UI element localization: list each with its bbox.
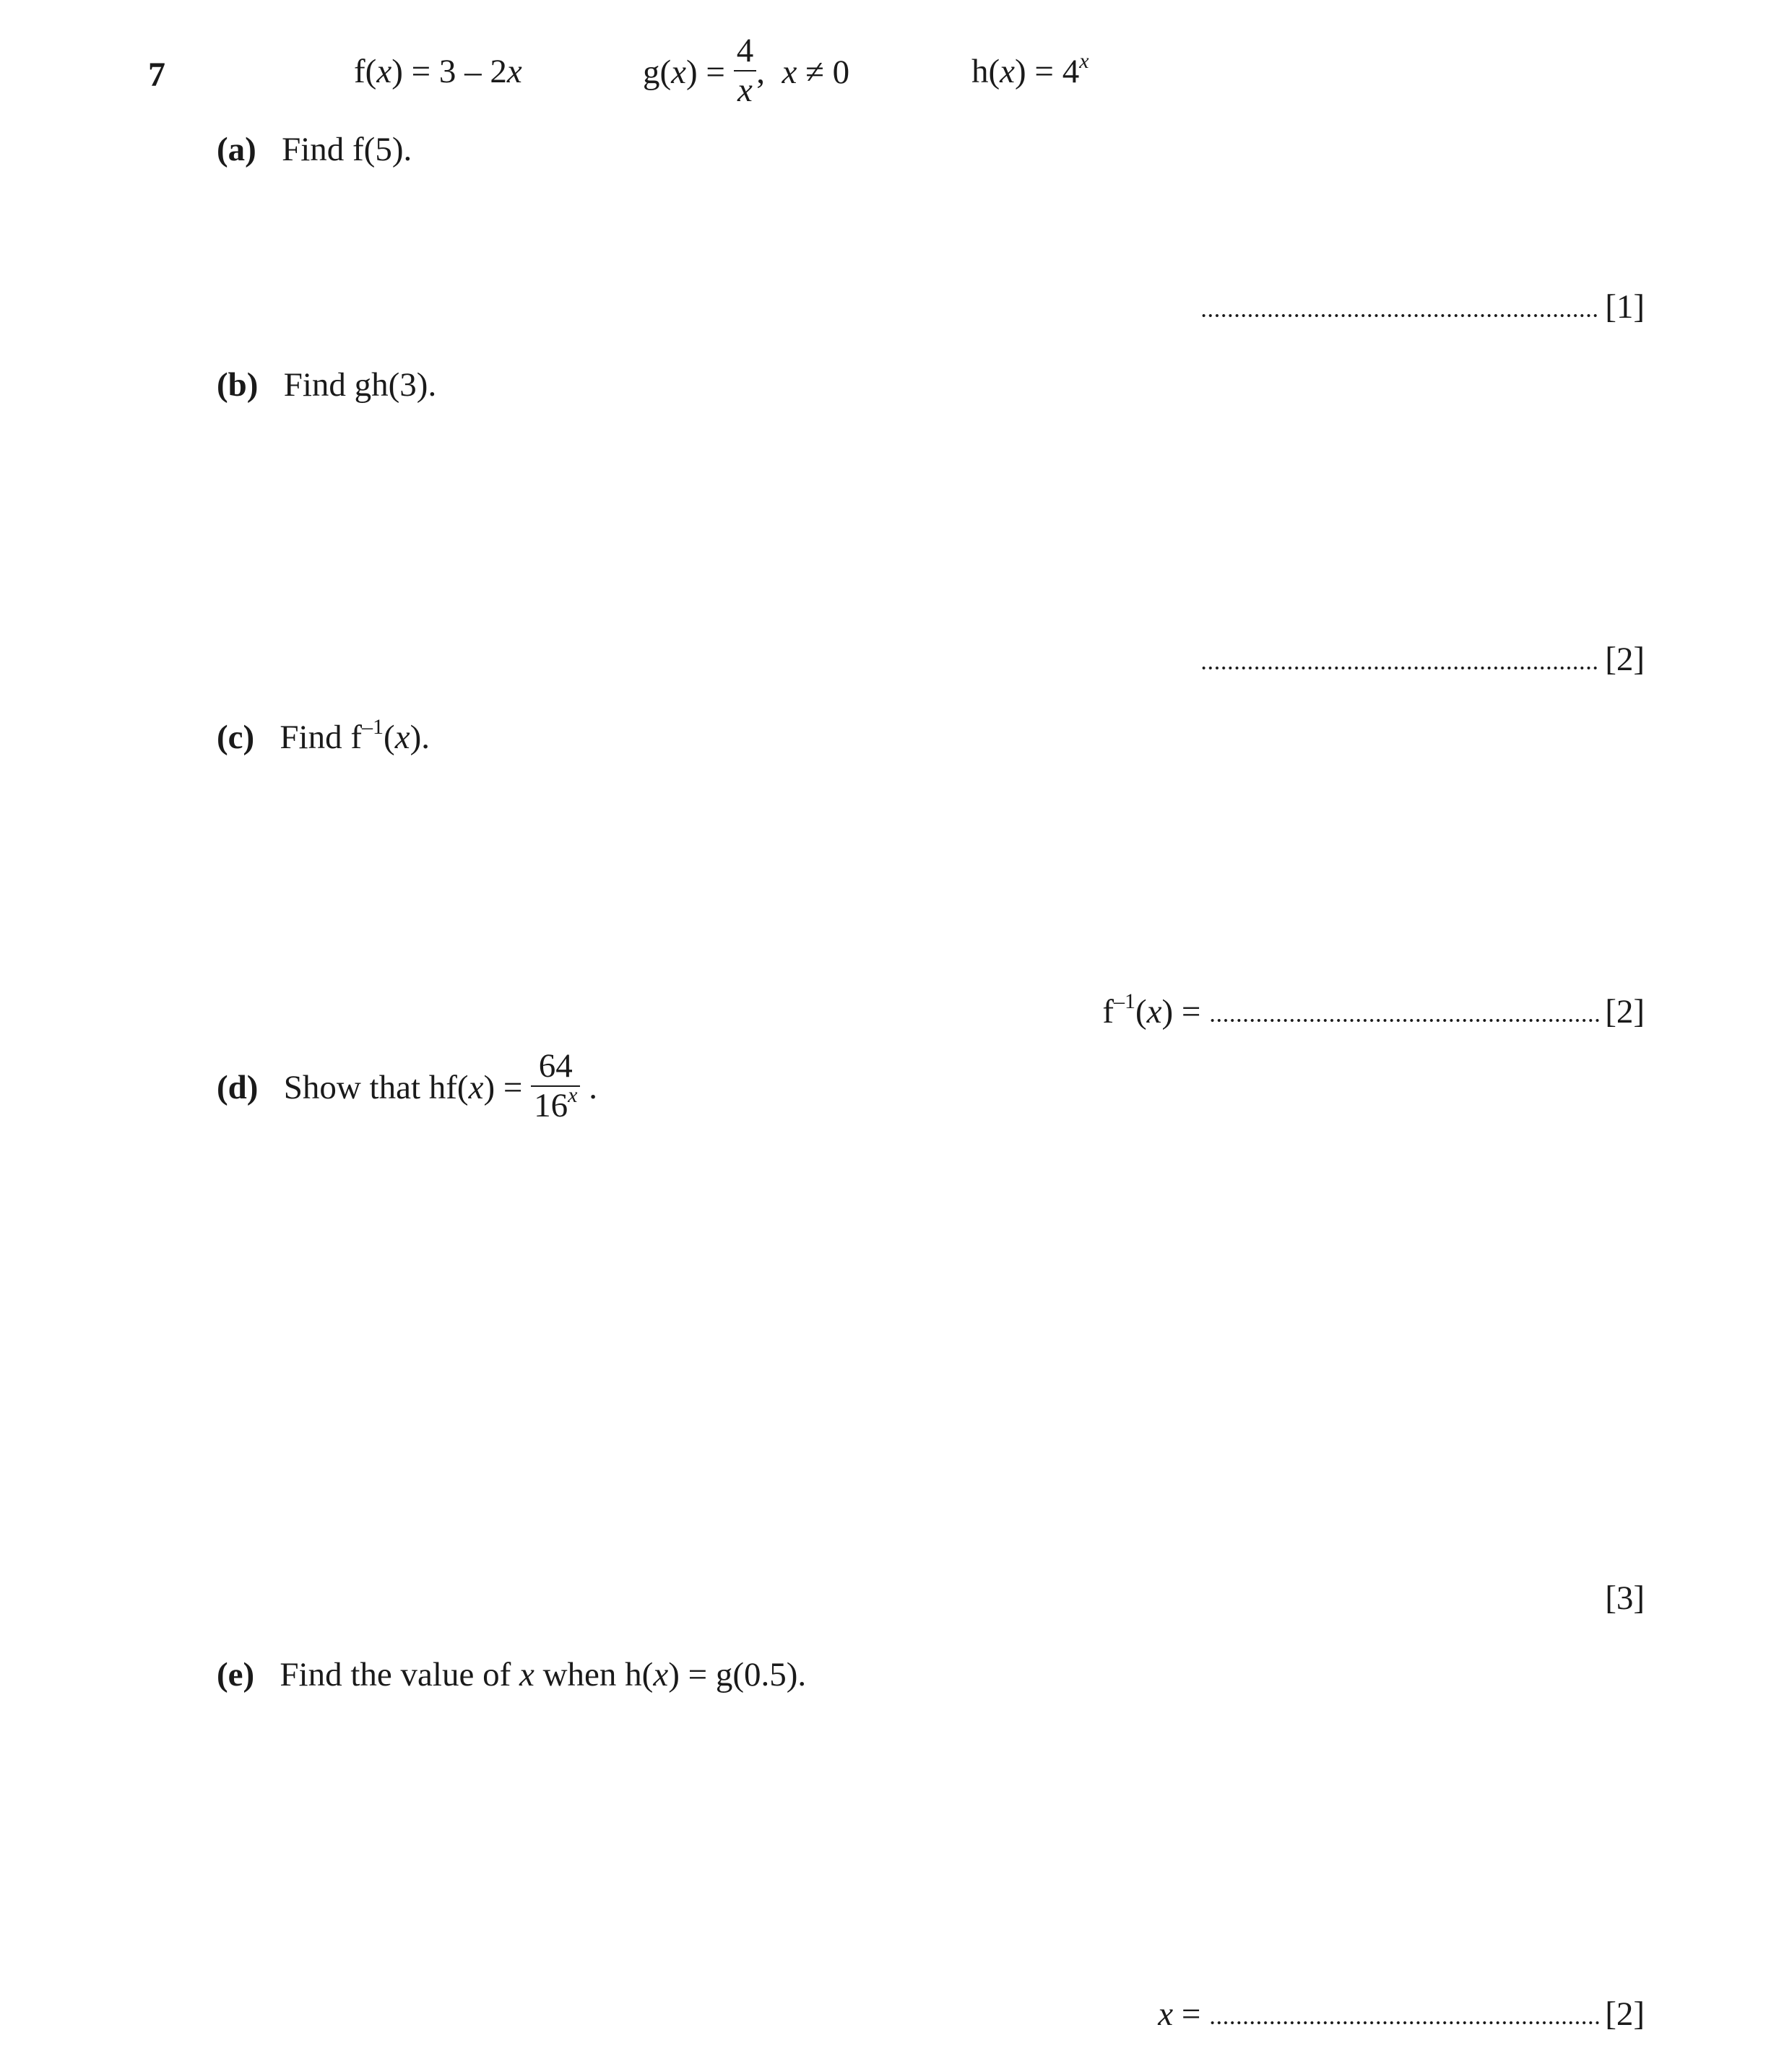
part-c-var: x <box>394 719 410 756</box>
part-c-label: (c) <box>217 719 255 756</box>
part-a-answer-field[interactable] <box>1200 296 1599 318</box>
part-b-marks: [2] <box>1605 641 1645 678</box>
h-exponent: x <box>1079 49 1089 73</box>
part-d-end: . <box>589 1069 597 1107</box>
part-e-text-end: ) = g(0.5). <box>668 1656 807 1693</box>
part-d-marks: [3] <box>1605 1579 1645 1617</box>
part-d-denominator: 16$^x$ <box>534 1083 578 1125</box>
g-var: x <box>671 53 687 92</box>
g-rhs: ) = <box>686 53 725 92</box>
g-cond: ≠ 0 <box>797 53 850 92</box>
f-var: x <box>376 53 392 90</box>
part-e-label: (e) <box>217 1656 255 1693</box>
part-b-answer-line <box>1200 643 1645 677</box>
definition-g <box>643 32 850 113</box>
h-var: x <box>1000 53 1016 90</box>
g-cond-sep: , <box>756 53 765 92</box>
g-fraction <box>734 33 757 109</box>
definition-f <box>354 55 522 89</box>
part-e-answer-line <box>1158 1995 1645 2033</box>
part-c-sup: –1 <box>362 715 384 739</box>
part-b-answer-field[interactable] <box>1200 649 1599 670</box>
part-e-question <box>217 1658 806 1692</box>
f-lhs: f( <box>354 53 377 90</box>
part-c-open: ( <box>384 719 395 756</box>
part-e-text-pre: Find the value of <box>280 1656 519 1693</box>
part-c-answer-label: $f^{-1}(x)$ = <box>1102 989 1201 1031</box>
part-e-answer-label: x = <box>1158 1995 1201 2033</box>
part-b-label: (b) <box>217 366 259 404</box>
part-e-var2: x <box>653 1656 669 1693</box>
part-b-question <box>217 368 436 402</box>
part-e-marks: [2] <box>1605 1995 1645 2033</box>
h-rhs: ) = 4 <box>1015 53 1080 90</box>
part-b-text: Find gh(3). <box>283 366 437 404</box>
part-e-text-mid: when h( <box>534 1656 654 1693</box>
part-e-var: x <box>519 1656 534 1693</box>
part-c-marks: [2] <box>1605 993 1645 1031</box>
part-a-label: (a) <box>217 131 256 168</box>
g-numerator: 4 <box>734 33 757 71</box>
part-d-text-mid: ) = <box>483 1069 523 1107</box>
part-c-answer-field[interactable] <box>1209 1001 1599 1023</box>
part-a-marks: [1] <box>1605 288 1645 326</box>
part-c-question <box>217 715 430 756</box>
question-number: 7 <box>148 56 165 94</box>
f-rhs: ) = 3 – 2 <box>391 53 507 90</box>
part-a-answer-line <box>1200 290 1645 324</box>
f-var2: x <box>506 53 522 90</box>
g-cond-var: x <box>782 53 797 92</box>
part-c-close: ). <box>410 719 430 756</box>
part-d-text-pre: Show that hf( <box>283 1069 469 1107</box>
definition-h <box>971 49 1089 90</box>
part-c-text-pre: Find f <box>280 719 363 756</box>
h-lhs: h( <box>971 53 1000 90</box>
part-e-answer-field[interactable] <box>1209 2003 1599 2025</box>
part-a-question <box>217 133 412 167</box>
part-d-var: x <box>468 1069 484 1107</box>
part-d-fraction <box>531 1049 580 1124</box>
part-d-question <box>217 1047 597 1129</box>
part-a-text: Find f(5). <box>282 131 412 168</box>
part-d-numerator: 64 <box>531 1049 580 1087</box>
part-d-label: (d) <box>217 1069 259 1107</box>
g-denominator: x <box>737 71 753 110</box>
part-c-answer-line <box>1102 989 1645 1031</box>
g-lhs: g( <box>643 53 672 92</box>
